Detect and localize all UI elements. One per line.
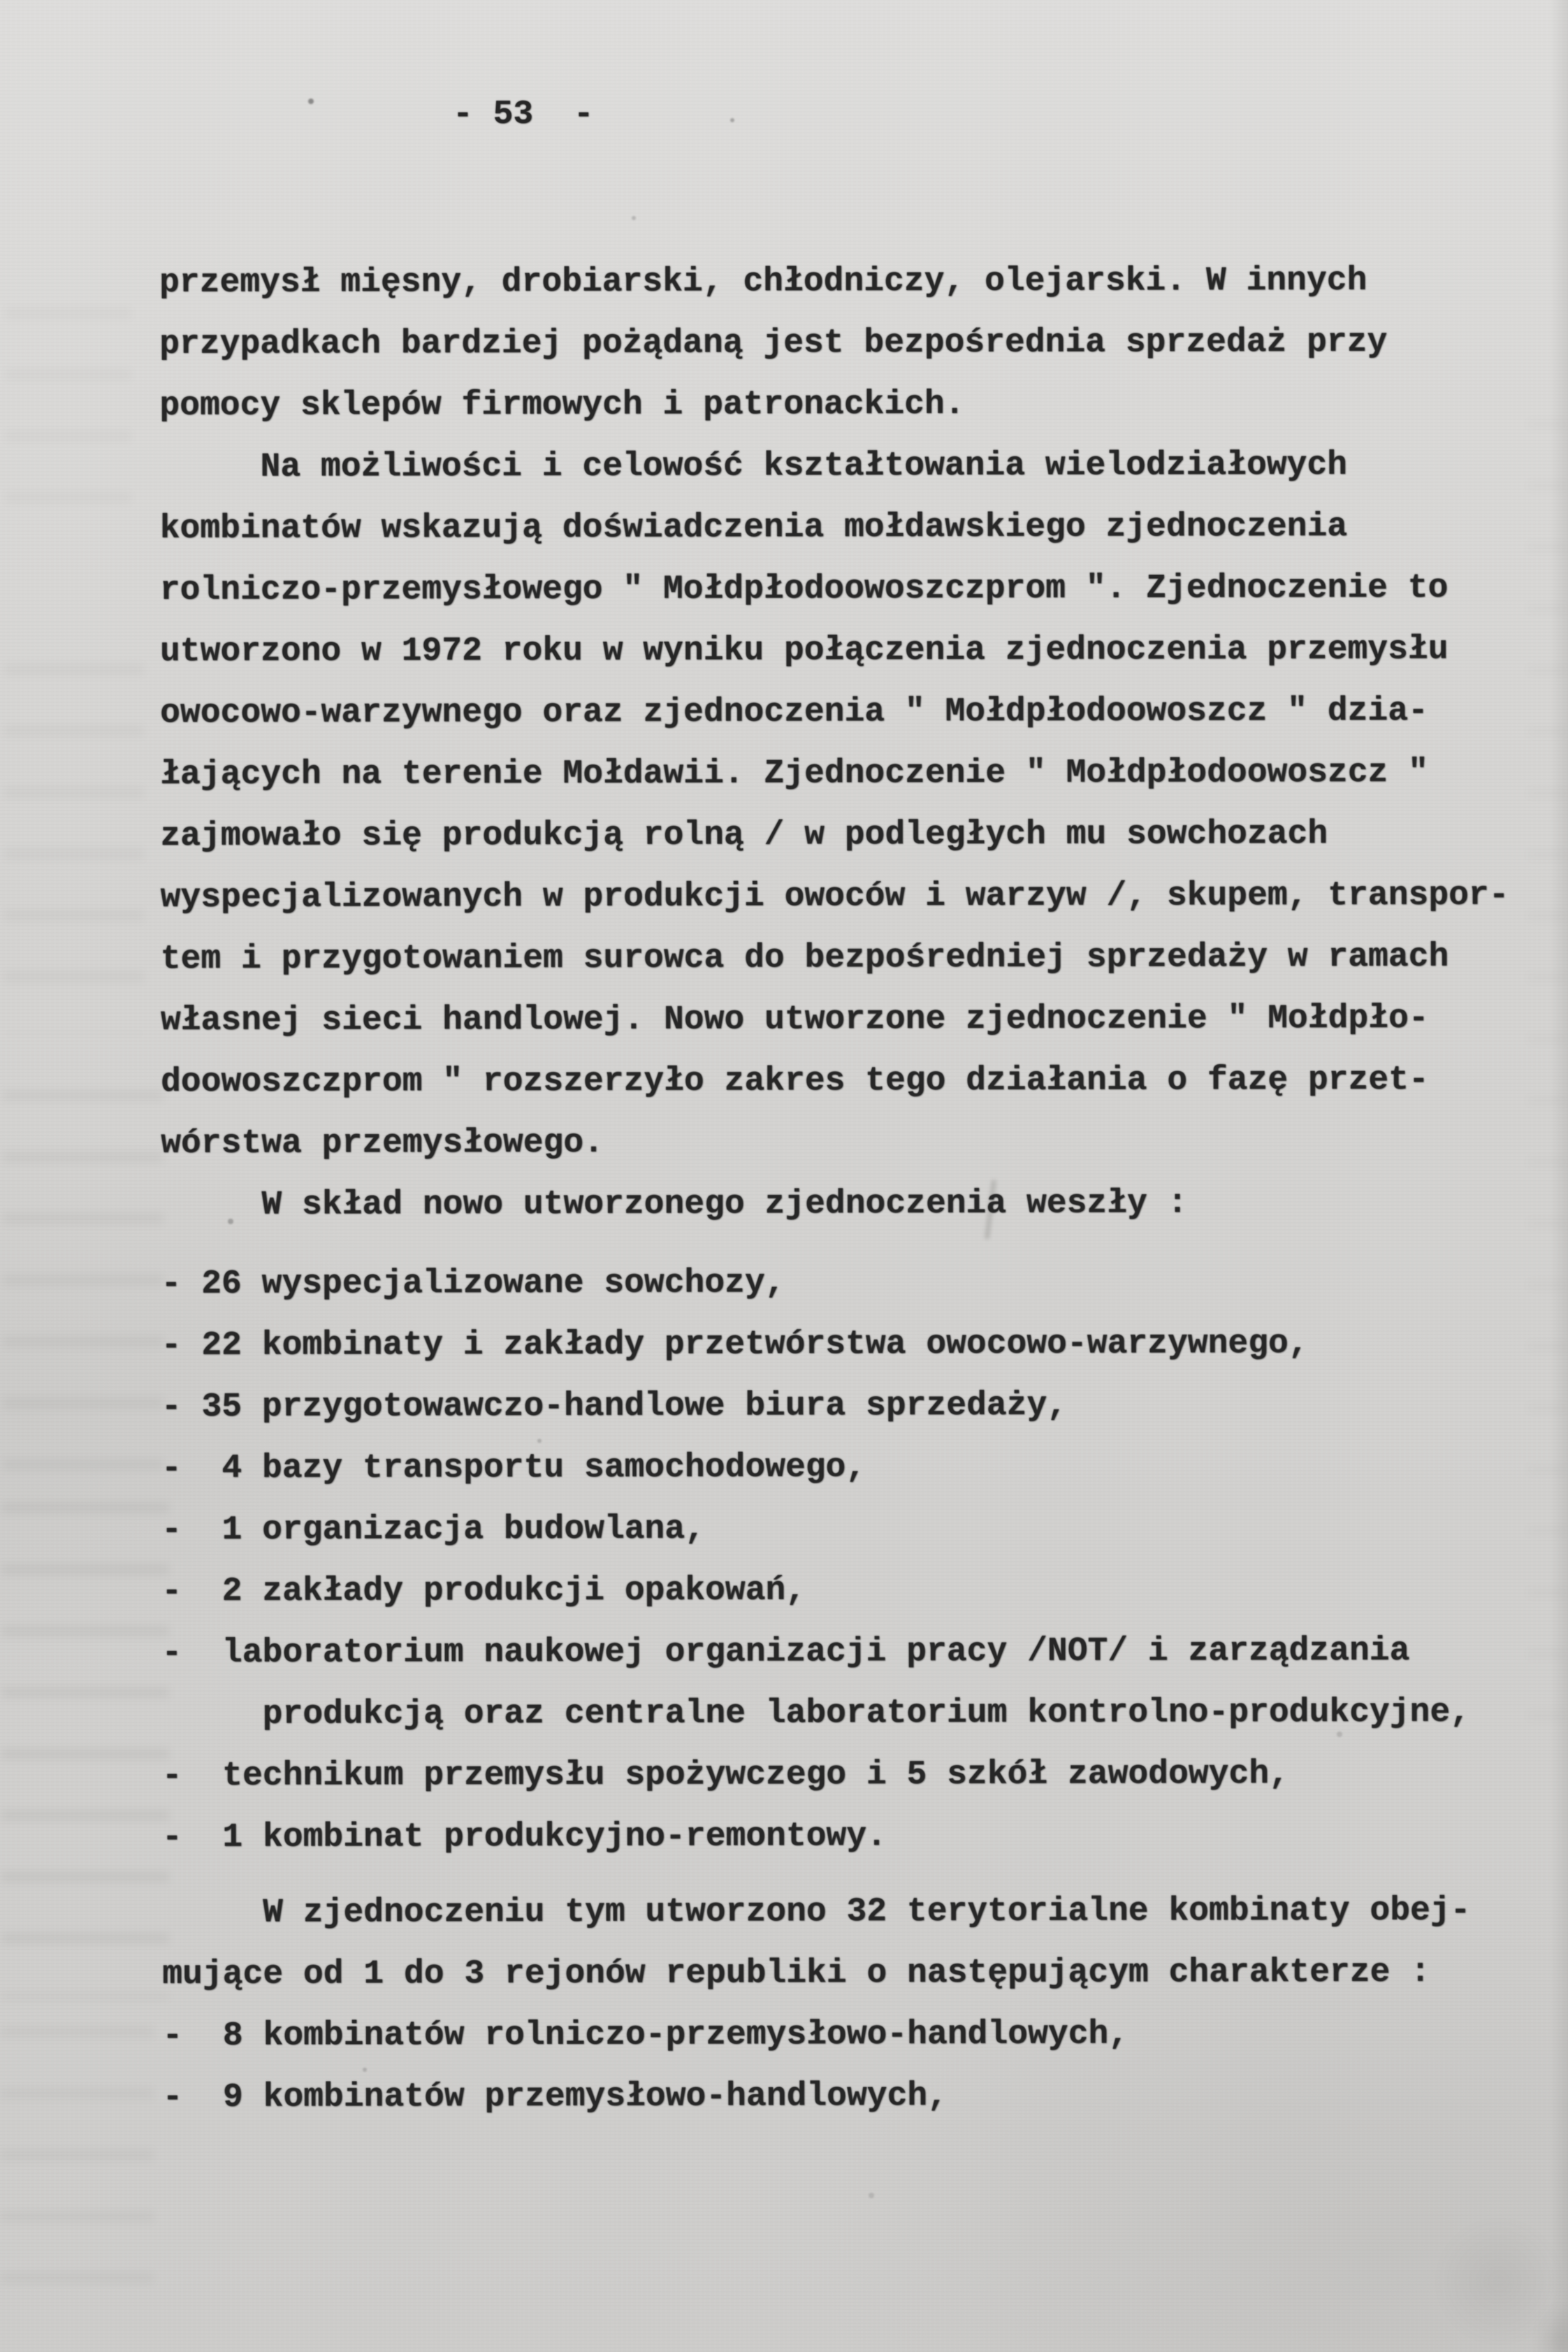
- scan-edge-shadow: [1550, 0, 1568, 2352]
- smudge-mark: [1404, 2187, 1568, 2352]
- text-line: owocowo-warzywnego oraz zjednoczenia " Mołdpłodoowoszcz " dzia-: [160, 692, 1428, 732]
- text-line: kombinatów wskazują doświadczenia mołdawskiego zjednoczenia: [159, 508, 1348, 548]
- text-line: - 8 kombinatów rolniczo-przemysłowo-handlowych,: [162, 2015, 1129, 2055]
- text-line: mujące od 1 do 3 rejonów republiki o następującym charakterze :: [162, 1953, 1431, 1994]
- text-line: wyspecjalizowanych w produkcji owoców i warzyw /, skupem, transpor-: [160, 876, 1509, 917]
- bleed-through-ghost: [1, 1502, 169, 1998]
- bleed-through-ghost: [4, 664, 144, 1034]
- bleed-through-ghost: [1527, 419, 1567, 1747]
- text-line: - 1 kombinat produkcyjno-remontowy.: [161, 1817, 887, 1857]
- text-line: łających na terenie Mołdawii. Zjednoczenie " Mołdpłodoowoszcz ": [160, 753, 1429, 794]
- document-body: [159, 250, 1532, 2128]
- text-line: - 35 przygotowawczo-handlowe biura sprzedaży,: [161, 1386, 1068, 1426]
- text-line: własnej sieci handlowej. Nowo utworzone zjednoczenie " Mołdpło-: [160, 999, 1429, 1040]
- text-line: - 2 zakłady produkcji opakowań,: [161, 1571, 806, 1611]
- text-line: rolniczo-przemysłowego " Mołdpłodoowoszczprom ". Zjednoczenie to: [159, 569, 1449, 609]
- text-line: tem i przygotowaniem surowca do bezpośredniej sprzedaży w ramach: [160, 938, 1449, 978]
- text-line: produkcją oraz centralne laboratorium kontrolno-produkcyjne,: [161, 1693, 1471, 1734]
- bleed-through-ghost: [6, 307, 131, 545]
- text-line: - laboratorium naukowej organizacji pracy /NOT/ i zarządzania: [161, 1632, 1410, 1672]
- text-line: utworzono w 1972 roku w wyniku połączenia zjednoczenia przemysłu: [159, 630, 1449, 671]
- text-line: przemysł mięsny, drobiarski, chłodniczy, olejarski. W innych: [159, 261, 1367, 302]
- text-line: - 22 kombinaty i zakłady przetwórstwa owocowo-warzywnego,: [161, 1325, 1309, 1365]
- text-line: W zjednoczeniu tym utworzono 32 terytorialne kombinaty obej-: [162, 1892, 1471, 1932]
- bleed-through-ghost: [0, 2026, 154, 2299]
- text-line: pomocy sklepów firmowych i patronackich.: [159, 385, 965, 425]
- text-line: - 9 kombinatów przemysłowo-handlowych,: [162, 2077, 948, 2117]
- text-line: W skład nowo utworzonego zjednoczenia weszły :: [161, 1184, 1188, 1224]
- text-line: - technikum przemysłu spożywczego i 5 szkół zawodowych,: [161, 1755, 1289, 1795]
- page-number: - 53 -: [453, 96, 594, 133]
- paper-specks: [0, 0, 3, 3]
- text-line: wórstwa przemysłowego.: [161, 1124, 604, 1163]
- text-line: - 4 bazy transportu samochodowego,: [161, 1449, 866, 1488]
- text-line: Na możliwości i celowość kształtowania wielodziałowych: [159, 447, 1348, 486]
- text-line: zajmowało się produkcją rolną / w podległych mu sowchozach: [160, 815, 1328, 855]
- text-line: - 26 wyspecjalizowane sowchozy,: [161, 1264, 785, 1303]
- text-line: przypadkach bardziej pożądaną jest bezpośrednia sprzedaż przy: [159, 323, 1388, 363]
- text-line: - 1 organizacja budowlana,: [161, 1510, 705, 1549]
- text-line: doowoszczprom " rozszerzyło zakres tego działania o fazę przet-: [161, 1061, 1429, 1101]
- smudge-mark: [1523, 2285, 1568, 2352]
- bleed-through-ghost: [3, 1090, 164, 1481]
